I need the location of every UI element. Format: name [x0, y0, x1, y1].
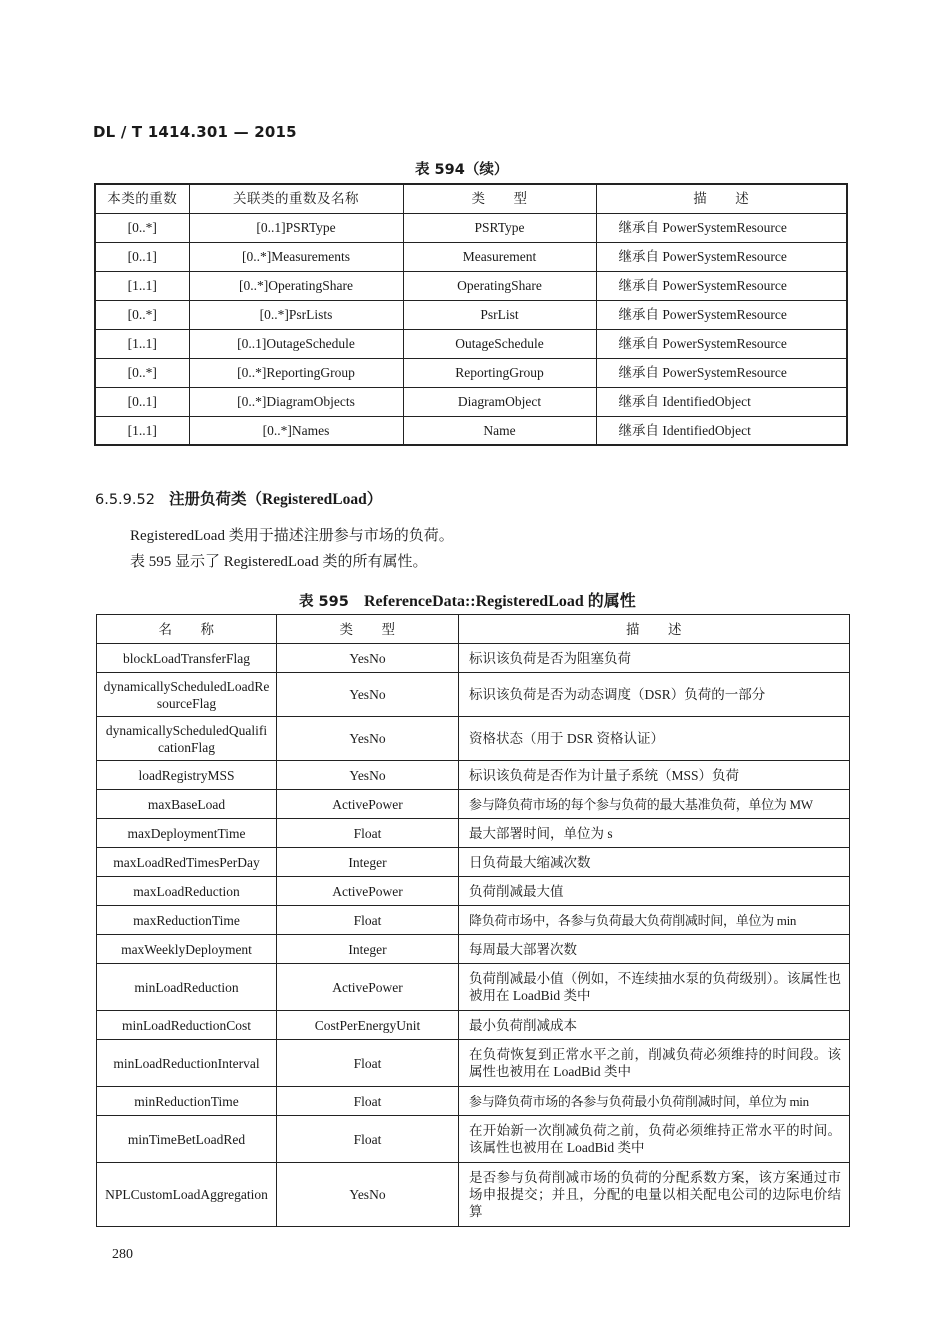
table-row	[95, 329, 847, 358]
table-cell: 继承自 IdentifiedObject	[596, 387, 847, 416]
table-595	[96, 614, 850, 1227]
table-cell: [0..1]PSRType	[189, 213, 403, 242]
table-cell: 继承自 PowerSystemResource	[596, 329, 847, 358]
table-cell: 继承自 PowerSystemResource	[596, 300, 847, 329]
table-row	[95, 271, 847, 300]
table-cell: minLoadReduction	[97, 964, 277, 1011]
table-cell: 最大部署时间，单位为 s	[459, 819, 850, 848]
table-cell: 参与降负荷市场的每个参与负荷的最大基准负荷，单位为 MW	[459, 790, 850, 819]
table-cell: Float	[277, 906, 459, 935]
table-cell: ActivePower	[277, 790, 459, 819]
table-row	[97, 644, 850, 673]
table-cell: 标识该负荷是否为阻塞负荷	[459, 644, 850, 673]
table-cell: [0..*]DiagramObjects	[189, 387, 403, 416]
table-row	[95, 300, 847, 329]
table-cell: [0..*]ReportingGroup	[189, 358, 403, 387]
table-cell: DiagramObject	[403, 387, 596, 416]
table-cell: YesNo	[277, 644, 459, 673]
table-cell: [0..*]PsrLists	[189, 300, 403, 329]
table-cell: [0..*]	[95, 358, 189, 387]
table-cell: PsrList	[403, 300, 596, 329]
table-cell: CostPerEnergyUnit	[277, 1011, 459, 1040]
table-cell: dynamicallyScheduledQualificationFlag	[97, 717, 277, 761]
table-cell: [0..1]	[95, 387, 189, 416]
table-595-caption-prefix: 表 595	[299, 594, 349, 610]
table-cell: 每周最大部署次数	[459, 935, 850, 964]
table-cell: Name	[403, 416, 596, 445]
table-row	[97, 1087, 850, 1116]
table-cell: [0..*]	[95, 213, 189, 242]
table-cell: maxLoadReduction	[97, 877, 277, 906]
table-cell: maxBaseLoad	[97, 790, 277, 819]
table-cell: YesNo	[277, 673, 459, 717]
table-row	[97, 673, 850, 717]
table-cell: YesNo	[277, 717, 459, 761]
table-cell: [0..*]	[95, 300, 189, 329]
table-row	[97, 819, 850, 848]
table-row	[95, 242, 847, 271]
table-cell: maxLoadRedTimesPerDay	[97, 848, 277, 877]
table-594-header: 描 述	[596, 184, 847, 213]
table-cell: 继承自 PowerSystemResource	[596, 242, 847, 271]
table-row	[97, 1011, 850, 1040]
table-595-caption-title: ReferenceData::RegisteredLoad 的属性	[363, 593, 636, 610]
table-cell: [0..*]Measurements	[189, 242, 403, 271]
table-cell: NPLCustomLoadAggregation	[97, 1163, 277, 1227]
table-cell: ReportingGroup	[403, 358, 596, 387]
table-cell: 最小负荷削减成本	[459, 1011, 850, 1040]
table-row	[95, 213, 847, 242]
table-cell: 在负荷恢复到正常水平之前，削减负荷必须维持的时间段。该属性也被用在 LoadBid 类中	[459, 1040, 850, 1087]
table-cell: OutageSchedule	[403, 329, 596, 358]
table-cell: Measurement	[403, 242, 596, 271]
section-number: 6.5.9.52	[95, 492, 155, 508]
table-row	[97, 1163, 850, 1227]
table-row	[97, 717, 850, 761]
table-row	[97, 964, 850, 1011]
table-cell: Float	[277, 1087, 459, 1116]
table-cell: maxReductionTime	[97, 906, 277, 935]
table-row	[97, 1040, 850, 1087]
table-595-header: 名 称	[97, 615, 277, 644]
table-594-header: 本类的重数	[95, 184, 189, 213]
table-595-header-row	[97, 615, 850, 644]
table-cell: [1..1]	[95, 271, 189, 300]
table-cell: [0..1]OutageSchedule	[189, 329, 403, 358]
table-cell: 降负荷市场中，各参与负荷最大负荷削减时间，单位为 min	[459, 906, 850, 935]
table-cell: maxWeeklyDeployment	[97, 935, 277, 964]
paragraph: RegisteredLoad 类用于描述注册参与市场的负荷。	[130, 528, 454, 544]
table-cell: minReductionTime	[97, 1087, 277, 1116]
page-number: 280	[112, 1247, 133, 1262]
table-row	[97, 761, 850, 790]
table-cell: [1..1]	[95, 329, 189, 358]
table-cell: 负荷削减最小值（例如，不连续抽水泵的负荷级别）。该属性也被用在 LoadBid 类中	[459, 964, 850, 1011]
paragraph: 表 595 显示了 RegisteredLoad 类的所有属性。	[130, 554, 428, 570]
table-cell: dynamicallyScheduledLoadResourceFlag	[97, 673, 277, 717]
table-cell: minLoadReductionInterval	[97, 1040, 277, 1087]
table-row	[97, 790, 850, 819]
table-cell: 参与降负荷市场的各参与负荷最小负荷削减时间，单位为 min	[459, 1087, 850, 1116]
table-cell: Float	[277, 819, 459, 848]
table-cell: blockLoadTransferFlag	[97, 644, 277, 673]
table-cell: YesNo	[277, 761, 459, 790]
table-cell: loadRegistryMSS	[97, 761, 277, 790]
table-cell: 负荷削减最大值	[459, 877, 850, 906]
table-594-header-row	[95, 184, 847, 213]
table-cell: 日负荷最大缩减次数	[459, 848, 850, 877]
table-cell: Integer	[277, 848, 459, 877]
table-row	[95, 416, 847, 445]
table-row	[97, 877, 850, 906]
table-594	[94, 183, 848, 446]
table-cell: OperatingShare	[403, 271, 596, 300]
table-cell: PSRType	[403, 213, 596, 242]
table-594-header: 关联类的重数及名称	[189, 184, 403, 213]
table-cell: Float	[277, 1116, 459, 1163]
table-595-header: 类 型	[277, 615, 459, 644]
section-title: 注册负荷类（RegisteredLoad）	[168, 491, 383, 508]
table-cell: ActivePower	[277, 877, 459, 906]
table-cell: minLoadReductionCost	[97, 1011, 277, 1040]
table-595-caption	[299, 588, 636, 611]
table-cell: [0..*]Names	[189, 416, 403, 445]
table-row	[97, 935, 850, 964]
table-row	[95, 358, 847, 387]
table-cell: 继承自 PowerSystemResource	[596, 358, 847, 387]
table-cell: Float	[277, 1040, 459, 1087]
table-cell: 资格状态（用于 DSR 资格认证）	[459, 717, 850, 761]
table-cell: 是否参与负荷削减市场的负荷的分配系数方案，该方案通过市场申报提交；并且，分配的电量以相关配电公司的边际电价结算	[459, 1163, 850, 1227]
table-cell: 继承自 PowerSystemResource	[596, 271, 847, 300]
table-cell: YesNo	[277, 1163, 459, 1227]
table-cell: minTimeBetLoadRed	[97, 1116, 277, 1163]
table-594-caption: 表 594（续）	[415, 162, 509, 178]
table-cell: 继承自 IdentifiedObject	[596, 416, 847, 445]
table-cell: 标识该负荷是否作为计量子系统（MSS）负荷	[459, 761, 850, 790]
table-row	[97, 1116, 850, 1163]
standard-code: DL / T 1414.301 — 2015	[93, 123, 297, 141]
table-cell: maxDeploymentTime	[97, 819, 277, 848]
table-cell: [0..*]OperatingShare	[189, 271, 403, 300]
table-594-header: 类 型	[403, 184, 596, 213]
table-595-header: 描 述	[459, 615, 850, 644]
table-cell: [0..1]	[95, 242, 189, 271]
section-heading	[95, 487, 382, 509]
table-cell: [1..1]	[95, 416, 189, 445]
table-cell: 继承自 PowerSystemResource	[596, 213, 847, 242]
table-cell: ActivePower	[277, 964, 459, 1011]
table-cell: 标识该负荷是否为动态调度（DSR）负荷的一部分	[459, 673, 850, 717]
table-row	[97, 906, 850, 935]
table-cell: 在开始新一次削减负荷之前，负荷必须维持正常水平的时间。该属性也被用在 LoadBid 类中	[459, 1116, 850, 1163]
table-row	[95, 387, 847, 416]
table-cell: Integer	[277, 935, 459, 964]
table-row	[97, 848, 850, 877]
